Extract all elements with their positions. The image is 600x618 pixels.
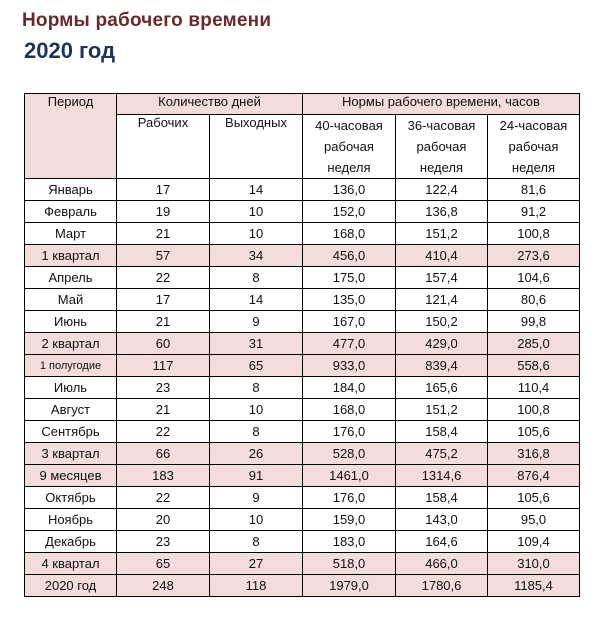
cell-36h: 151,2: [396, 399, 488, 421]
work-hours-table: [24, 93, 580, 597]
cell-24h: 105,6: [488, 487, 580, 509]
table-row: [25, 311, 580, 333]
cell-period: Июль: [25, 377, 117, 399]
cell-working-days: 21: [117, 223, 210, 245]
table-row: [25, 289, 580, 311]
cell-24h: 310,0: [488, 553, 580, 575]
cell-36h: 158,4: [396, 421, 488, 443]
cell-40h: 167,0: [303, 311, 396, 333]
cell-24h: 110,4: [488, 377, 580, 399]
table-row: [25, 553, 580, 575]
page-subtitle-year: 2020 год: [24, 38, 116, 63]
cell-36h: 164,6: [396, 531, 488, 553]
cell-period: Июнь: [25, 311, 117, 333]
cell-36h: 429,0: [396, 333, 488, 355]
cell-weekend-days: 31: [210, 333, 303, 355]
cell-40h: 152,0: [303, 201, 396, 223]
cell-40h: 477,0: [303, 333, 396, 355]
cell-40h: 518,0: [303, 553, 396, 575]
cell-weekend-days: 10: [210, 399, 303, 421]
cell-36h: 122,4: [396, 179, 488, 201]
cell-40h: 184,0: [303, 377, 396, 399]
table-row: [25, 531, 580, 553]
cell-40h: 456,0: [303, 245, 396, 267]
table-row: [25, 333, 580, 355]
header-24h-line: 24-часовая: [499, 118, 568, 133]
cell-40h: 176,0: [303, 487, 396, 509]
table-row: [25, 399, 580, 421]
cell-weekend-days: 91: [210, 465, 303, 487]
cell-working-days: 19: [117, 201, 210, 223]
header-36h-line: неделя: [419, 160, 464, 175]
cell-24h: 100,8: [488, 399, 580, 421]
cell-40h: 933,0: [303, 355, 396, 377]
header-40h-week: [303, 115, 396, 179]
cell-weekend-days: 14: [210, 289, 303, 311]
cell-40h: 168,0: [303, 223, 396, 245]
cell-24h: 91,2: [488, 201, 580, 223]
cell-weekend-days: 10: [210, 201, 303, 223]
cell-24h: 285,0: [488, 333, 580, 355]
cell-weekend-days: 8: [210, 531, 303, 553]
cell-40h: 135,0: [303, 289, 396, 311]
cell-weekend-days: 118: [210, 575, 303, 597]
cell-36h: 158,4: [396, 487, 488, 509]
cell-36h: 151,2: [396, 223, 488, 245]
cell-40h: 1979,0: [303, 575, 396, 597]
cell-weekend-days: 14: [210, 179, 303, 201]
cell-36h: 1780,6: [396, 575, 488, 597]
cell-period: 1 квартал: [25, 245, 117, 267]
cell-working-days: 57: [117, 245, 210, 267]
cell-24h: 316,8: [488, 443, 580, 465]
cell-weekend-days: 27: [210, 553, 303, 575]
cell-weekend-days: 10: [210, 509, 303, 531]
cell-period: Март: [25, 223, 117, 245]
cell-period: Октябрь: [25, 487, 117, 509]
cell-weekend-days: 9: [210, 311, 303, 333]
cell-working-days: 22: [117, 487, 210, 509]
table-row: [25, 201, 580, 223]
cell-period: Ноябрь: [25, 509, 117, 531]
cell-40h: 159,0: [303, 509, 396, 531]
cell-working-days: 23: [117, 531, 210, 553]
header-period: Период: [25, 94, 117, 179]
cell-24h: 95,0: [488, 509, 580, 531]
cell-40h: 168,0: [303, 399, 396, 421]
header-hours-group: Нормы рабочего времени, часов: [303, 94, 580, 115]
header-40h-line: неделя: [327, 160, 371, 175]
cell-40h: 1461,0: [303, 465, 396, 487]
cell-working-days: 65: [117, 553, 210, 575]
cell-period: 2 квартал: [25, 333, 117, 355]
cell-working-days: 17: [117, 179, 210, 201]
cell-36h: 150,2: [396, 311, 488, 333]
cell-36h: 143,0: [396, 509, 488, 531]
header-24h-line: рабочая: [508, 139, 559, 154]
cell-working-days: 183: [117, 465, 210, 487]
cell-24h: 109,4: [488, 531, 580, 553]
cell-working-days: 117: [117, 355, 210, 377]
cell-weekend-days: 9: [210, 487, 303, 509]
cell-period: Май: [25, 289, 117, 311]
cell-working-days: 60: [117, 333, 210, 355]
cell-24h: 81,6: [488, 179, 580, 201]
cell-weekend-days: 26: [210, 443, 303, 465]
table-row: [25, 267, 580, 289]
cell-working-days: 22: [117, 421, 210, 443]
cell-24h: 273,6: [488, 245, 580, 267]
cell-weekend-days: 10: [210, 223, 303, 245]
table-row: [25, 223, 580, 245]
header-days-group: Количество дней: [117, 94, 303, 115]
cell-36h: 475,2: [396, 443, 488, 465]
cell-working-days: 23: [117, 377, 210, 399]
cell-weekend-days: 34: [210, 245, 303, 267]
cell-working-days: 21: [117, 399, 210, 421]
cell-working-days: 22: [117, 267, 210, 289]
page-title: Нормы рабочего времени: [22, 10, 272, 31]
cell-40h: 176,0: [303, 421, 396, 443]
header-working-days: Рабочих: [117, 115, 210, 179]
cell-period: 1 полугодие: [25, 355, 117, 377]
cell-24h: 104,6: [488, 267, 580, 289]
cell-24h: 1185,4: [488, 575, 580, 597]
cell-working-days: 248: [117, 575, 210, 597]
cell-working-days: 66: [117, 443, 210, 465]
header-24h-week: [488, 115, 580, 179]
cell-36h: 157,4: [396, 267, 488, 289]
header-36h-line: рабочая: [416, 139, 467, 154]
table-body: [25, 179, 580, 597]
cell-36h: 136,8: [396, 201, 488, 223]
cell-period: 9 месяцев: [25, 465, 117, 487]
cell-40h: 175,0: [303, 267, 396, 289]
cell-36h: 466,0: [396, 553, 488, 575]
table-row: [25, 487, 580, 509]
header-36h-line: 36-часовая: [407, 118, 476, 133]
table-row: [25, 179, 580, 201]
header-40h-line: рабочая: [324, 139, 374, 154]
cell-40h: 136,0: [303, 179, 396, 201]
cell-weekend-days: 8: [210, 377, 303, 399]
table-row: [25, 443, 580, 465]
cell-working-days: 20: [117, 509, 210, 531]
header-weekend-days: Выходных: [210, 115, 303, 179]
table-row: [25, 465, 580, 487]
cell-24h: 80,6: [488, 289, 580, 311]
cell-24h: 105,6: [488, 421, 580, 443]
cell-period: 2020 год: [25, 575, 117, 597]
cell-period: 3 квартал: [25, 443, 117, 465]
cell-weekend-days: 8: [210, 267, 303, 289]
cell-period: Декабрь: [25, 531, 117, 553]
cell-period: 4 квартал: [25, 553, 117, 575]
cell-weekend-days: 8: [210, 421, 303, 443]
cell-40h: 183,0: [303, 531, 396, 553]
cell-period: Август: [25, 399, 117, 421]
cell-working-days: 17: [117, 289, 210, 311]
cell-36h: 121,4: [396, 289, 488, 311]
cell-working-days: 21: [117, 311, 210, 333]
cell-24h: 100,8: [488, 223, 580, 245]
table-row: [25, 421, 580, 443]
table-row: [25, 245, 580, 267]
cell-24h: 876,4: [488, 465, 580, 487]
cell-period: Январь: [25, 179, 117, 201]
cell-36h: 1314,6: [396, 465, 488, 487]
table-row: [25, 509, 580, 531]
cell-36h: 165,6: [396, 377, 488, 399]
table-row: [25, 377, 580, 399]
header-40h-line: 40-часовая: [315, 118, 383, 133]
cell-24h: 99,8: [488, 311, 580, 333]
cell-weekend-days: 65: [210, 355, 303, 377]
cell-36h: 410,4: [396, 245, 488, 267]
cell-period: Апрель: [25, 267, 117, 289]
header-36h-week: [396, 115, 488, 179]
cell-period: Сентябрь: [25, 421, 117, 443]
cell-40h: 528,0: [303, 443, 396, 465]
header-24h-line: неделя: [511, 160, 556, 175]
table-row: [25, 575, 580, 597]
table-row: [25, 355, 580, 377]
cell-36h: 839,4: [396, 355, 488, 377]
cell-period: Февраль: [25, 201, 117, 223]
cell-24h: 558,6: [488, 355, 580, 377]
